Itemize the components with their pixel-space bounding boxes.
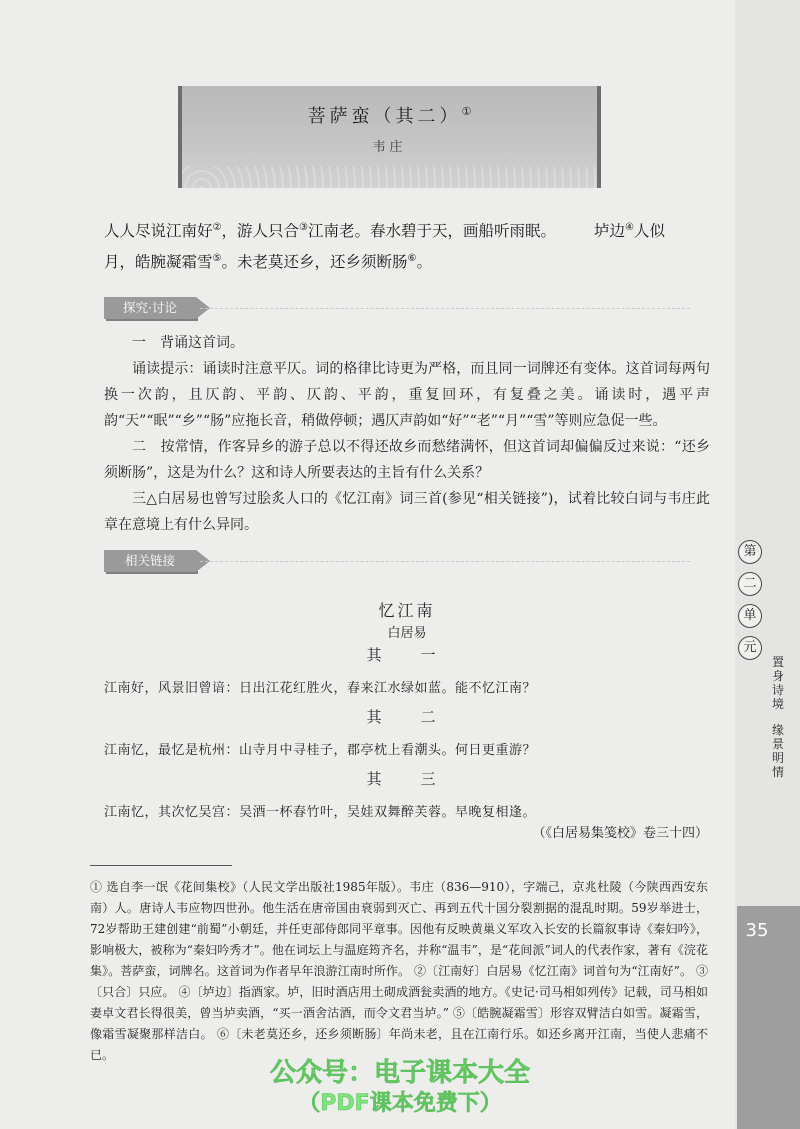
poem-segment: 人似 <box>633 222 665 241</box>
unit-label <box>738 540 762 668</box>
poem-title-text: 菩萨蛮（其二） <box>307 106 462 127</box>
title-box <box>178 86 601 188</box>
note-mark: ⑥ <box>407 253 417 265</box>
discussion-rule <box>200 308 690 309</box>
unit-char-1: 第 <box>738 540 762 564</box>
poem-segment: 。未老莫还乡，还乡须断肠 <box>221 253 408 272</box>
related-links-tag: 相关链接 <box>104 550 196 572</box>
footnote-rule <box>90 865 232 866</box>
poem-author: 韦庄 <box>372 140 407 155</box>
unit-char-4: 元 <box>738 636 762 660</box>
poem-segment: ，游人只合 <box>221 222 299 241</box>
footnote-5: ⑤〔皓腕凝霜雪〕形容双臂洁白如雪。凝霜雪，像霜雪凝聚那样洁白。 <box>90 1006 708 1041</box>
poem-segment: 。 <box>416 253 432 272</box>
footnote-4: ④〔垆边〕指酒家。垆，旧时酒店用土砌成酒瓮卖酒的地方。《史记·司马相如列传》记载，司马相如妻卓文君长得很美，曾当垆卖酒，“买一酒舍沽酒，而令文君当垆。” <box>90 985 708 1020</box>
note-mark: ③ <box>299 222 308 233</box>
unit-theme-1: 置身诗境 <box>771 655 784 711</box>
poem-segment: 人人尽说江南好 <box>104 222 213 241</box>
linked-poem-author: 白居易 <box>387 626 427 641</box>
linked-poem-source: （《白居易集笺校》卷三十四） <box>532 826 708 841</box>
poem-text <box>104 214 704 276</box>
poem-title <box>182 102 597 128</box>
note-mark: ② <box>212 222 222 233</box>
watermark-line-2: （PDF课本免费下） <box>298 1091 502 1116</box>
footnote-1: ① 选自李一氓《花间集校》（人民文学出版社1985年版）。韦庄（836—910），字端己，京兆杜陵（今陕西西安东南）人。唐诗人韦应物四世孙。他生活在唐帝国由衰弱到灭亡、再到五代十国分裂割据的混乱时期。59岁举进士，72岁帮助王建创建“前蜀”小朝廷，并任吏部侍郎同平章事。因他有反映黄巢义军攻入长安的长篇叙事诗《秦妇吟》，影响极大，被称为“秦妇吟秀才”。他在词坛上与温庭筠齐名，并称“温韦”，是“花间派”词人的代表作家，著有《浣花集》。菩萨蛮，词牌名。这首词为作者早年浪游江南时所作。 <box>90 880 708 978</box>
poem-title-note-mark: ① <box>461 105 472 118</box>
poem-segment: 江南老。春水碧于天，画船听雨眠。 <box>307 222 556 241</box>
note-mark: ④ <box>625 222 634 233</box>
poem-segment: 垆边 <box>593 222 625 241</box>
unit-char-2: 二 <box>738 572 762 596</box>
footnotes <box>90 877 708 1066</box>
linked-poem-section-2: 其 二 <box>366 708 448 726</box>
linked-poem-section-3: 其 三 <box>366 770 448 788</box>
footnote-6: ⑥〔未老莫还乡，还乡须断肠〕年尚未老，且在江南行乐。如还乡离开江南，当使人悲痛不已。 <box>90 1027 708 1062</box>
unit-theme-2: 缘景明情 <box>771 723 784 779</box>
reading-tip: 诵读提示：诵读时注意平仄。词的格律比诗更为严格，而且同一词牌还有变体。这首词每两句换一次韵，且仄韵、平韵、仄韵、平韵，重复回环，有复叠之美。诵读时，遇平声韵“天”“眠”“乡”“肠”应拖长音，稍做停顿；遇仄声韵如“好”“老”“月”“雪”等则应急促一些。 <box>104 361 710 429</box>
discussion-tag: 探究·讨论 <box>104 297 196 319</box>
linked-poem-section-1: 其 一 <box>366 646 448 664</box>
note-mark: ⑤ <box>212 253 222 265</box>
footnote-2: ②〔江南好〕白居易《忆江南》词首句为“江南好”。 <box>413 964 693 978</box>
footnote-3: ③〔只合〕只应。 <box>90 964 708 999</box>
discussion-item-1: 一 背诵这首词。 <box>132 335 244 351</box>
linked-poem-text-2: 江南忆，最忆是杭州：山寺月中寻桂子，郡亭枕上看潮头。何日更重游？ <box>104 743 537 758</box>
page-number: 35 <box>745 920 769 941</box>
discussion-item-2: 二 按常情，作客异乡的游子总以不得还故乡而愁绪满怀，但这首词却偏偏反过来说：“还乡须断肠”，这是为什么？这和诗人所要表达的主旨有什么关系？ <box>104 439 710 481</box>
discussion-item-3: 三△白居易也曾写过脍炙人口的《忆江南》词三首(参见“相关链接”)，试着比较白词与韦庄此章在意境上有什么异同。 <box>104 491 710 533</box>
linked-poem-text-1: 江南好，风景旧曾谙：日出江花红胜火，春来江水绿如蓝。能不忆江南？ <box>104 681 537 696</box>
unit-char-3: 单 <box>738 604 762 628</box>
watermark-line-1: 公众号：电子课本大全 <box>269 1058 530 1088</box>
poem-segment: 月，皓腕凝霜雪 <box>104 253 213 272</box>
related-links-rule <box>200 561 690 562</box>
linked-poem-title: 忆江南 <box>378 601 436 620</box>
linked-poem-text-3: 江南忆，其次忆吴宫：吴酒一杯春竹叶，吴娃双舞醉芙蓉。早晚复相逢。 <box>104 805 537 820</box>
